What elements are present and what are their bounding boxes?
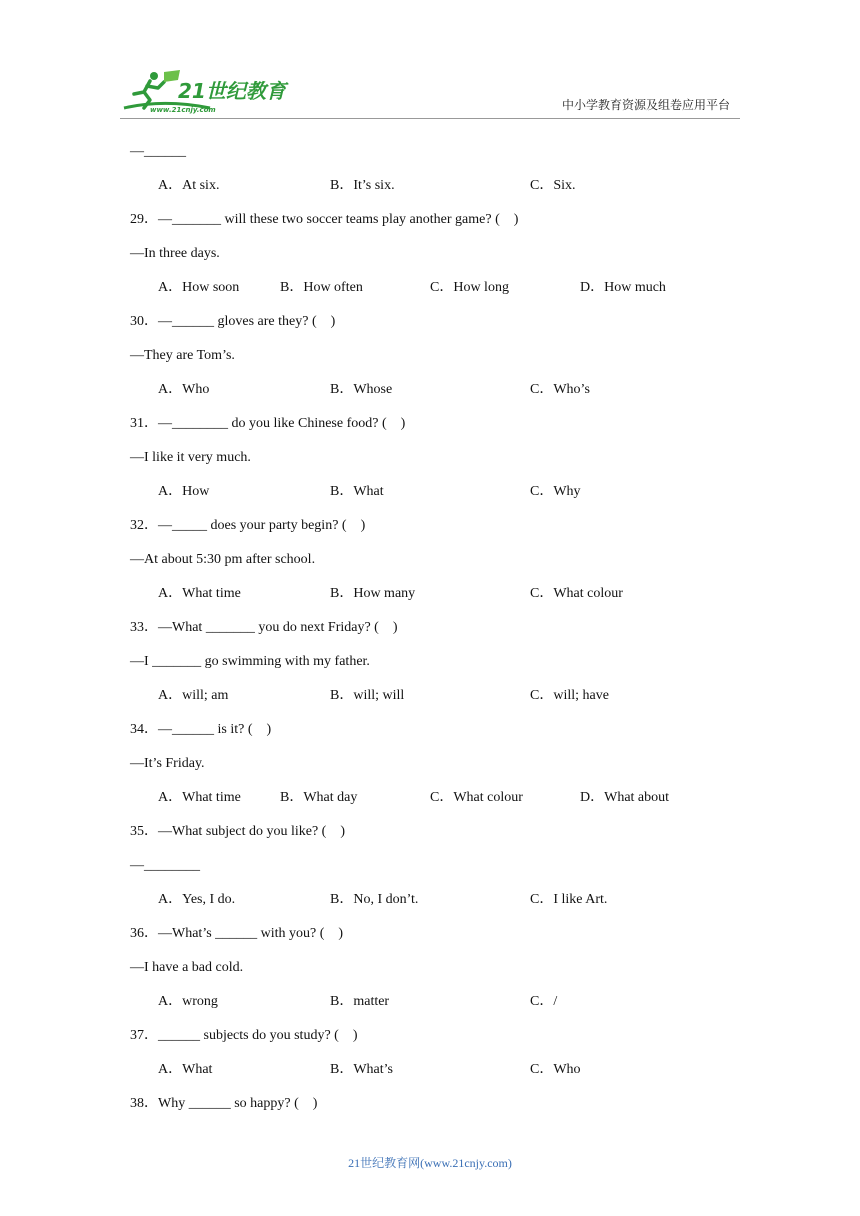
option-row (130, 1056, 750, 1090)
question-number: 30． (130, 314, 158, 329)
option-row (130, 376, 750, 410)
option-a[interactable]: A．How (158, 484, 210, 499)
option-a[interactable]: A．How soon (158, 280, 240, 295)
question-36 (130, 920, 750, 954)
option-a[interactable]: A．will; am (158, 688, 229, 703)
page-header (0, 0, 860, 125)
option-d[interactable]: D．How much (580, 280, 666, 295)
site-logo[interactable] (120, 68, 295, 116)
logo-url: www.21cnjy.com (150, 106, 216, 114)
question-number: 35． (130, 824, 158, 839)
option-b[interactable]: B．It’s six. (330, 178, 395, 193)
logo-text: 21世纪教育 (178, 79, 286, 103)
option-c[interactable]: C．will; have (530, 688, 609, 703)
question-34 (130, 716, 750, 750)
option-a[interactable]: A．At six. (158, 178, 220, 193)
option-row (130, 172, 750, 206)
option-a[interactable]: A．Who (158, 382, 210, 397)
question-reply: —In three days. (130, 246, 220, 261)
option-b[interactable]: B．How often (280, 280, 363, 295)
answer-line: —______ (130, 144, 186, 159)
question-stem: —______ is it? ( ) (158, 722, 272, 737)
question-reply: —It’s Friday. (130, 756, 205, 771)
option-a[interactable]: A．What (158, 1062, 213, 1077)
question-29 (130, 206, 750, 240)
question-stem: —What’s ______ with you? ( ) (158, 926, 344, 941)
question-stem: —_______ will these two soccer teams play another game? ( ) (158, 212, 519, 227)
question-number: 36． (130, 926, 158, 941)
question-35 (130, 818, 750, 852)
option-a[interactable]: A．wrong (158, 994, 218, 1009)
header-divider (120, 118, 740, 119)
question-stem: ______ subjects do you study? ( ) (158, 1028, 358, 1043)
question-33 (130, 614, 750, 648)
question-31 (130, 410, 750, 444)
question-number: 32． (130, 518, 158, 533)
question-stem: Why ______ so happy? ( ) (158, 1096, 318, 1111)
option-row (130, 784, 750, 818)
option-row (130, 478, 750, 512)
option-row (130, 988, 750, 1022)
option-c[interactable]: C．Who’s (530, 382, 590, 397)
option-c[interactable]: C．Who (530, 1062, 581, 1077)
question-reply: —At about 5:30 pm after school. (130, 552, 316, 567)
option-b[interactable]: B．What (330, 484, 384, 499)
option-c[interactable]: C．How long (430, 280, 509, 295)
option-c[interactable]: C．Why (530, 484, 581, 499)
logo-runner-icon (120, 68, 295, 116)
question-reply: —I like it very much. (130, 450, 251, 465)
option-c[interactable]: C．What colour (530, 586, 623, 601)
question-number: 31． (130, 416, 158, 431)
option-a[interactable]: A．What time (158, 586, 241, 601)
option-a[interactable]: A．What time (158, 790, 241, 805)
option-c[interactable]: C．Six. (530, 178, 576, 193)
option-b[interactable]: B．How many (330, 586, 416, 601)
question-stem: —What subject do you like? ( ) (158, 824, 346, 839)
question-stem: —________ do you like Chinese food? ( ) (158, 416, 406, 431)
question-stem: —What _______ you do next Friday? ( ) (158, 620, 398, 635)
option-c[interactable]: C．What colour (430, 790, 523, 805)
question-number: 34． (130, 722, 158, 737)
option-b[interactable]: B．will; will (330, 688, 405, 703)
option-b[interactable]: B．No, I don’t. (330, 892, 419, 907)
question-number: 38． (130, 1096, 158, 1111)
question-list (130, 138, 750, 1124)
question-reply: —They are Tom’s. (130, 348, 235, 363)
question-stem: —______ gloves are they? ( ) (158, 314, 336, 329)
question-32 (130, 512, 750, 546)
option-b[interactable]: B．Whose (330, 382, 393, 397)
question-38 (130, 1090, 750, 1124)
platform-tagline: 中小学教育资源及组卷应用平台 (561, 98, 730, 112)
question-reply: —I _______ go swimming with my father. (130, 654, 370, 669)
question-reply: —________ (130, 858, 200, 873)
question-reply: —I have a bad cold. (130, 960, 244, 975)
question-number: 33． (130, 620, 158, 635)
option-d[interactable]: D．What about (580, 790, 670, 805)
question-30 (130, 308, 750, 342)
option-b[interactable]: B．What’s (330, 1062, 393, 1077)
option-c[interactable]: C．/ (530, 994, 558, 1009)
option-b[interactable]: B．matter (330, 994, 390, 1009)
question-stem: —_____ does your party begin? ( ) (158, 518, 366, 533)
question-37 (130, 1022, 750, 1056)
option-row (130, 886, 750, 920)
footer-link[interactable]: 21世纪教育网(www.21cnjy.com) (348, 1156, 512, 1170)
option-b[interactable]: B．What day (280, 790, 358, 805)
option-row (130, 682, 750, 716)
question-number: 29． (130, 212, 158, 227)
option-row (130, 274, 750, 308)
option-row (130, 580, 750, 614)
option-a[interactable]: A．Yes, I do. (158, 892, 236, 907)
question-number: 37． (130, 1028, 158, 1043)
option-c[interactable]: C．I like Art. (530, 892, 608, 907)
